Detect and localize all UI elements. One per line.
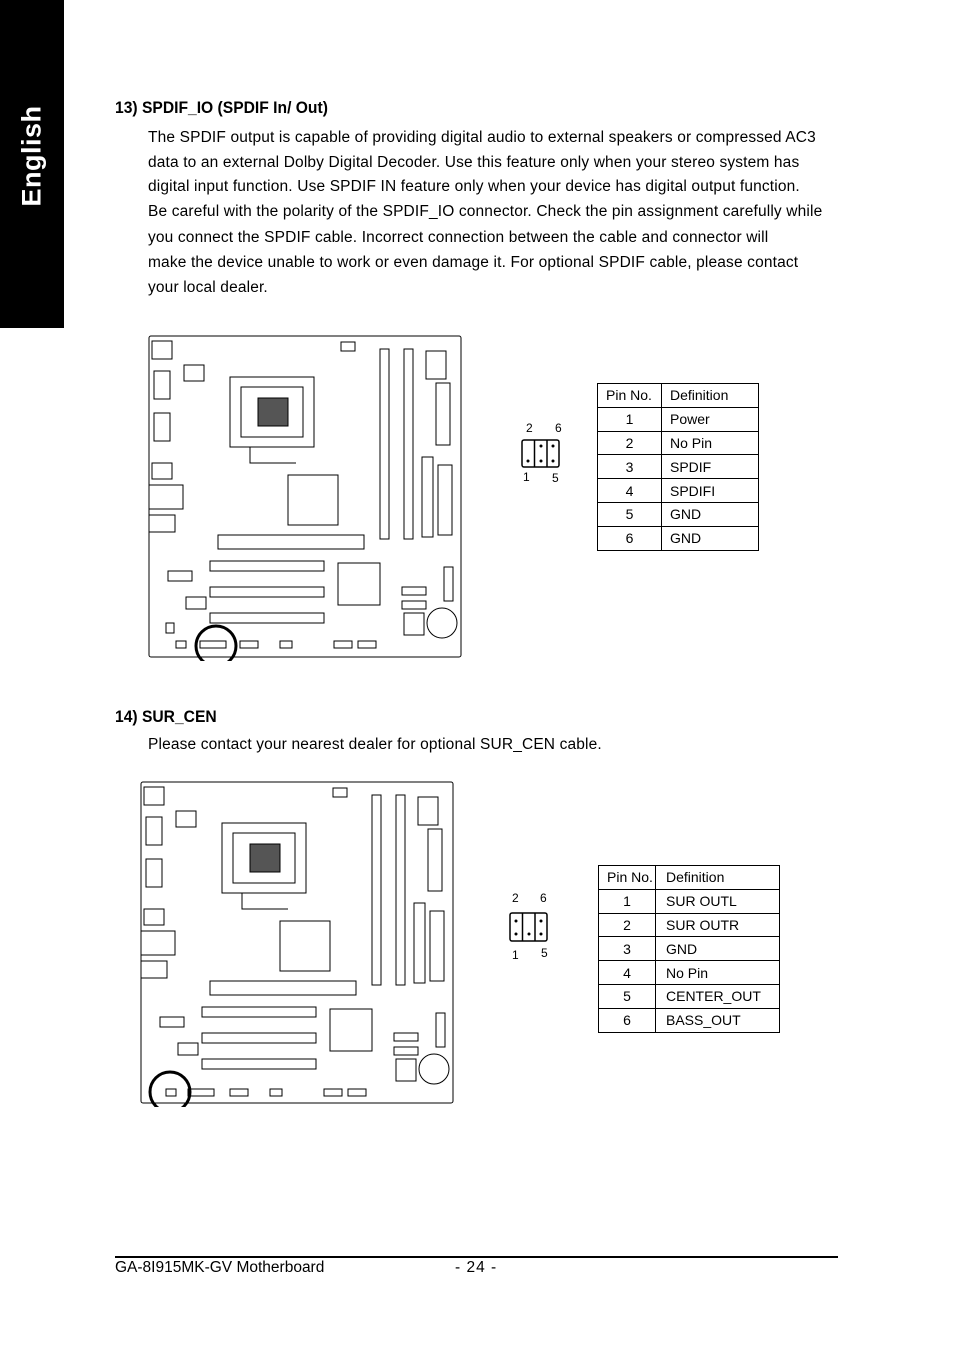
section-14-heading: 14) SUR_CEN — [115, 707, 217, 726]
section-13-line: data to an external Dolby Digital Decoder. Use this feature only when your stereo system has — [148, 154, 800, 171]
section-13-line: The SPDIF output is capable of providing digital audio to external speakers or compressed AC3 — [148, 129, 816, 146]
table-row — [598, 479, 759, 503]
table-header-row — [598, 384, 759, 408]
section-13-line: digital input function. Use SPDIF IN feature only when your device has digital output function. — [148, 178, 800, 195]
pin-definition: No Pin — [662, 431, 759, 455]
table-row — [598, 455, 759, 479]
pin-definition: Power — [662, 407, 759, 431]
pin-number: 4 — [599, 961, 656, 985]
table-row — [598, 526, 759, 550]
pin-definition: GND — [662, 526, 759, 550]
pin-label-2: 2 — [512, 891, 519, 905]
column-header: Definition — [656, 866, 780, 890]
pin-number: 3 — [598, 455, 662, 479]
pin-label-1: 1 — [512, 948, 519, 962]
footer-divider — [115, 1256, 838, 1258]
pin-number: 5 — [599, 984, 656, 1008]
pin-definition: GND — [656, 937, 780, 961]
pin-label-2: 2 — [526, 421, 533, 435]
table-row — [599, 984, 780, 1008]
pin-definition: BASS_OUT — [656, 1008, 780, 1032]
table-row — [598, 431, 759, 455]
pin-definition: No Pin — [656, 961, 780, 985]
pin-definition: SPDIFI — [662, 479, 759, 503]
pin-number: 6 — [599, 1008, 656, 1032]
section-13-line: make the device unable to work or even damage it. For optional SPDIF cable, please contact — [148, 254, 799, 271]
pin-label-1: 1 — [523, 470, 530, 484]
pin-definition: CENTER_OUT — [656, 984, 780, 1008]
column-header: Definition — [662, 384, 759, 408]
sur-cen-pin-table — [598, 865, 780, 1033]
motherboard-diagram-spdif — [146, 335, 464, 661]
section-13-line: your local dealer. — [148, 279, 268, 296]
pin-label-5: 5 — [552, 471, 559, 485]
table-row — [598, 502, 759, 526]
pin-number: 4 — [598, 479, 662, 503]
spdif-pin-table — [597, 383, 759, 551]
footer-model: GA-8I915MK-GV Motherboard — [115, 1259, 325, 1276]
pin-definition: SPDIF — [662, 455, 759, 479]
sur-cen-header-icon — [508, 911, 550, 943]
pin-number: 2 — [598, 431, 662, 455]
language-tab — [0, 0, 64, 328]
page-number: - 24 - — [455, 1259, 498, 1276]
section-14-line: Please contact your nearest dealer for optional SUR_CEN cable. — [148, 736, 602, 753]
pin-definition: GND — [662, 502, 759, 526]
language-tab-label: English — [16, 105, 47, 207]
pin-number: 1 — [599, 889, 656, 913]
pin-label-6: 6 — [555, 421, 562, 435]
section-13-heading: 13) SPDIF_IO (SPDIF In/ Out) — [115, 98, 328, 117]
table-header-row — [599, 866, 780, 890]
pin-number: 2 — [599, 913, 656, 937]
section-13-line: you connect the SPDIF cable. Incorrect connection between the cable and connector will — [148, 229, 769, 246]
motherboard-diagram-sur-cen — [138, 781, 456, 1107]
pin-number: 5 — [598, 502, 662, 526]
table-row — [598, 407, 759, 431]
spdif-header-icon — [520, 438, 562, 470]
pin-label-6: 6 — [540, 891, 547, 905]
table-row — [599, 913, 780, 937]
table-row — [599, 937, 780, 961]
section-13-line: Be careful with the polarity of the SPDIF_IO connector. Check the pin assignment carefully while — [148, 203, 823, 220]
table-row — [599, 961, 780, 985]
column-header: Pin No. — [599, 866, 656, 890]
pin-definition: SUR OUTL — [656, 889, 780, 913]
pin-number: 6 — [598, 526, 662, 550]
pin-number: 1 — [598, 407, 662, 431]
pin-number: 3 — [599, 937, 656, 961]
table-row — [599, 1008, 780, 1032]
pin-label-5: 5 — [541, 946, 548, 960]
pin-definition: SUR OUTR — [656, 913, 780, 937]
column-header: Pin No. — [598, 384, 662, 408]
table-row — [599, 889, 780, 913]
